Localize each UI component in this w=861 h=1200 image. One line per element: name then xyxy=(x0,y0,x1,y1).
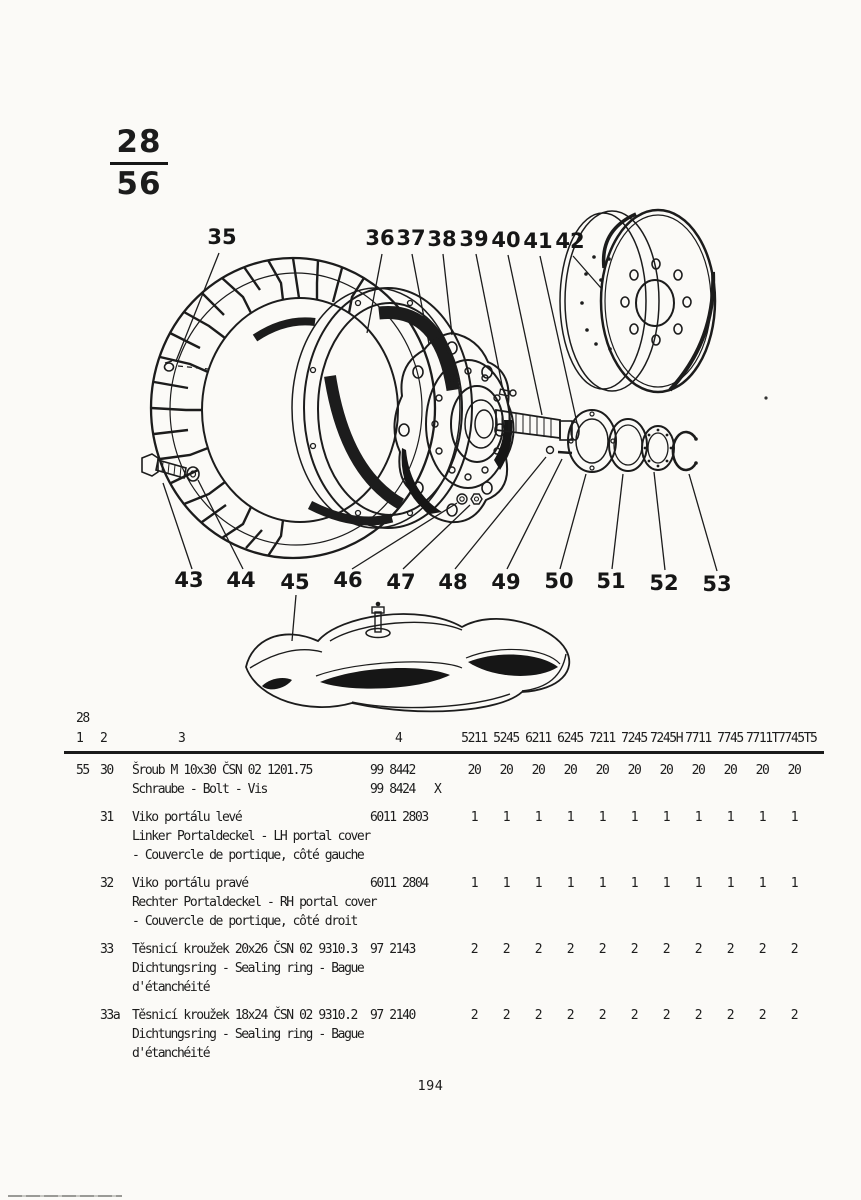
sheet-number: 28 xyxy=(110,126,168,165)
description-line: Linker Portaldeckel - LH portal cover xyxy=(132,829,370,844)
model-header: 6211 xyxy=(525,731,551,746)
quantity-cell: 2 xyxy=(726,1008,734,1023)
scan-speckle xyxy=(764,396,767,399)
header-col-5: 5 xyxy=(810,731,817,746)
description-line: Těsnicí kroužek 18x24 ČSN 02 9310.2 xyxy=(132,1008,357,1023)
quantity-cell: 2 xyxy=(534,1008,542,1023)
interchange-mark: X xyxy=(434,782,441,797)
quantity-cell: 1 xyxy=(694,876,702,891)
table-row xyxy=(64,1006,824,1063)
callout-51: 51 xyxy=(596,569,626,593)
quantity-cell: 2 xyxy=(470,942,478,957)
quantity-cell: 1 xyxy=(758,810,766,825)
quantity-cell: 1 xyxy=(726,876,734,891)
part-numbers xyxy=(362,940,434,959)
rim-ring xyxy=(292,288,472,528)
quantity-cell: 1 xyxy=(630,876,638,891)
description xyxy=(132,761,362,799)
part-number: 97 2140 xyxy=(370,1008,415,1023)
description-line: d'étanchéité xyxy=(132,1046,210,1061)
model-header: 7745 xyxy=(717,731,743,746)
sealing-rings xyxy=(568,410,698,472)
tube-shadow xyxy=(320,668,450,689)
quantities xyxy=(458,874,810,893)
table-section-number: 28 xyxy=(76,711,89,726)
quantity-cell: 2 xyxy=(758,1008,766,1023)
part-number: 6011 2804 xyxy=(370,876,428,891)
description xyxy=(132,1006,362,1063)
callout-35: 35 xyxy=(207,225,237,249)
quantities xyxy=(458,940,810,959)
quantity-cell: 20 xyxy=(659,763,673,778)
description-line: - Couvercle de portique, côté gauche xyxy=(132,848,364,863)
description-line: Viko portálu pravé xyxy=(132,876,248,891)
quantity-cell: 2 xyxy=(502,1008,510,1023)
description-line: d'étanchéité xyxy=(132,980,210,995)
quantity-cell: 1 xyxy=(502,876,510,891)
description xyxy=(132,874,377,931)
hub-holes xyxy=(432,368,500,480)
disc-shadow xyxy=(670,272,713,390)
table-row xyxy=(64,940,824,997)
callout-37: 37 xyxy=(396,226,426,250)
callout-48: 48 xyxy=(438,570,468,594)
quantity-cell: 20 xyxy=(627,763,641,778)
tube-shadow xyxy=(468,655,558,676)
model-headers xyxy=(458,729,810,748)
part-number: 6011 2803 xyxy=(370,810,428,825)
part-numbers xyxy=(362,808,434,827)
item-number: 32 xyxy=(100,876,113,891)
quantity-cell: 1 xyxy=(566,876,574,891)
quantity-cell: 1 xyxy=(534,876,542,891)
quantities xyxy=(458,1006,810,1025)
callout-52: 52 xyxy=(649,571,679,595)
callout-53: 53 xyxy=(702,572,732,596)
quantity-cell: 1 xyxy=(470,810,478,825)
interchange-cell xyxy=(434,761,458,799)
quantity-cell: 20 xyxy=(787,763,801,778)
quantity-cell: 1 xyxy=(566,810,574,825)
quantity-cell: 1 xyxy=(598,876,606,891)
quantity-cell: 2 xyxy=(566,942,574,957)
model-header: 7711T xyxy=(746,731,779,746)
quantity-cell: 2 xyxy=(630,1008,638,1023)
hub-washer-nut xyxy=(457,494,482,504)
callout-45: 45 xyxy=(280,570,310,594)
quantity-cell: 2 xyxy=(502,942,510,957)
model-header: 5211 xyxy=(461,731,487,746)
item-number: 33a xyxy=(100,1008,120,1023)
item-number: 31 xyxy=(100,810,113,825)
quantity-cell: 1 xyxy=(662,810,670,825)
quantity-cell: 20 xyxy=(595,763,609,778)
quantity-cell: 20 xyxy=(467,763,481,778)
description-line: Těsnicí kroužek 20x26 ČSN 02 9310.3 xyxy=(132,942,357,957)
header-col-3: 3 xyxy=(178,731,185,746)
table-header-row xyxy=(64,729,824,748)
quantity-cell: 1 xyxy=(534,810,542,825)
tube-shadow xyxy=(262,678,292,689)
header-col-4: 4 xyxy=(395,731,402,746)
callout-43: 43 xyxy=(174,568,204,592)
item-number: 33 xyxy=(100,942,113,957)
model-header: 7211 xyxy=(589,731,615,746)
quantity-cell: 2 xyxy=(662,942,670,957)
part-numbers xyxy=(362,761,434,799)
interchange-cell xyxy=(434,940,458,959)
interchange-cell xyxy=(434,874,458,893)
quantity-cell: 2 xyxy=(790,1008,798,1023)
quantity-cell: 20 xyxy=(723,763,737,778)
callout-46: 46 xyxy=(333,568,363,592)
quantity-cell: 20 xyxy=(755,763,769,778)
quantity-cell: 2 xyxy=(694,1008,702,1023)
quantity-cell: 1 xyxy=(598,810,606,825)
quantity-cell: 1 xyxy=(470,876,478,891)
part-number: 99 8442 xyxy=(370,763,415,778)
callout-47: 47 xyxy=(386,570,416,594)
tire-shadow xyxy=(255,321,315,338)
quantity-cell: 20 xyxy=(691,763,705,778)
description xyxy=(132,940,362,997)
tube-valve xyxy=(366,602,390,638)
callout-36: 36 xyxy=(365,226,395,250)
quantity-cell: 2 xyxy=(790,942,798,957)
description-line: - Couvercle de portique, côté droit xyxy=(132,914,357,929)
callout-44: 44 xyxy=(226,568,256,592)
part-numbers xyxy=(362,1006,434,1025)
quantity-cell: 2 xyxy=(662,1008,670,1023)
quantity-cell: 20 xyxy=(499,763,513,778)
item-number: 30 xyxy=(100,763,113,778)
description-line: Rechter Portaldeckel - RH portal cover xyxy=(132,895,377,910)
callout-38: 38 xyxy=(427,227,457,251)
quantity-cell: 2 xyxy=(694,942,702,957)
quantities xyxy=(458,761,810,780)
table-rule xyxy=(64,751,824,754)
model-header: 7245 xyxy=(621,731,647,746)
callout-41: 41 xyxy=(523,229,553,253)
interchange-cell xyxy=(434,808,458,827)
description-line: Viko portálu levé xyxy=(132,810,242,825)
model-header: 5245 xyxy=(493,731,519,746)
circlip xyxy=(673,432,698,470)
quantity-cell: 2 xyxy=(630,942,638,957)
callout-40: 40 xyxy=(491,228,521,252)
table-row xyxy=(64,808,824,865)
quantity-cell: 2 xyxy=(598,1008,606,1023)
callout-42: 42 xyxy=(555,229,585,253)
model-header: 6245 xyxy=(557,731,583,746)
callout-39: 39 xyxy=(459,227,489,251)
description-line: Dichtungsring - Sealing ring - Bague xyxy=(132,1027,364,1042)
cover-shadow xyxy=(402,448,442,514)
callout-50: 50 xyxy=(544,569,574,593)
quantity-cell: 2 xyxy=(598,942,606,957)
model-header: 7745T xyxy=(778,731,811,746)
quantity-cell: 1 xyxy=(662,876,670,891)
description xyxy=(132,808,370,865)
quantity-cell: 1 xyxy=(790,810,798,825)
callout-49: 49 xyxy=(491,570,521,594)
interchange-cell xyxy=(434,1006,458,1025)
quantity-cell: 2 xyxy=(566,1008,574,1023)
description-line: Schraube - Bolt - Vis xyxy=(132,782,267,797)
scan-artifact-line xyxy=(8,1195,122,1197)
part-numbers xyxy=(362,874,434,893)
quantity-cell: 2 xyxy=(470,1008,478,1023)
part-number: 99 8424 xyxy=(370,782,415,797)
header-col-1: 1 xyxy=(76,731,83,746)
parts-table xyxy=(64,709,824,1072)
quantity-cell: 1 xyxy=(758,876,766,891)
quantity-cell: 1 xyxy=(630,810,638,825)
quantity-cell: 1 xyxy=(726,810,734,825)
quantity-cell: 1 xyxy=(790,876,798,891)
quantity-cell: 1 xyxy=(502,810,510,825)
description-line: Dichtungsring - Sealing ring - Bague xyxy=(132,961,364,976)
table-row xyxy=(64,874,824,931)
quantity-cell: 20 xyxy=(563,763,577,778)
model-header: 7245H xyxy=(650,731,683,746)
quantity-cell: 2 xyxy=(726,942,734,957)
page-number: 194 xyxy=(417,1078,444,1094)
quantities xyxy=(458,808,810,827)
header-col-2: 2 xyxy=(100,731,107,746)
part-number: 97 2143 xyxy=(370,942,415,957)
quantity-cell: 1 xyxy=(694,810,702,825)
quantity-cell: 20 xyxy=(531,763,545,778)
sheet-total: 56 xyxy=(116,166,162,202)
position-number: 55 xyxy=(76,763,89,778)
quantity-cell: 2 xyxy=(534,942,542,957)
quantity-cell: 2 xyxy=(758,942,766,957)
description-line: Šroub M 10x30 ČSN 02 1201.75 xyxy=(132,763,312,778)
model-header: 7711 xyxy=(685,731,711,746)
table-row xyxy=(64,761,824,799)
